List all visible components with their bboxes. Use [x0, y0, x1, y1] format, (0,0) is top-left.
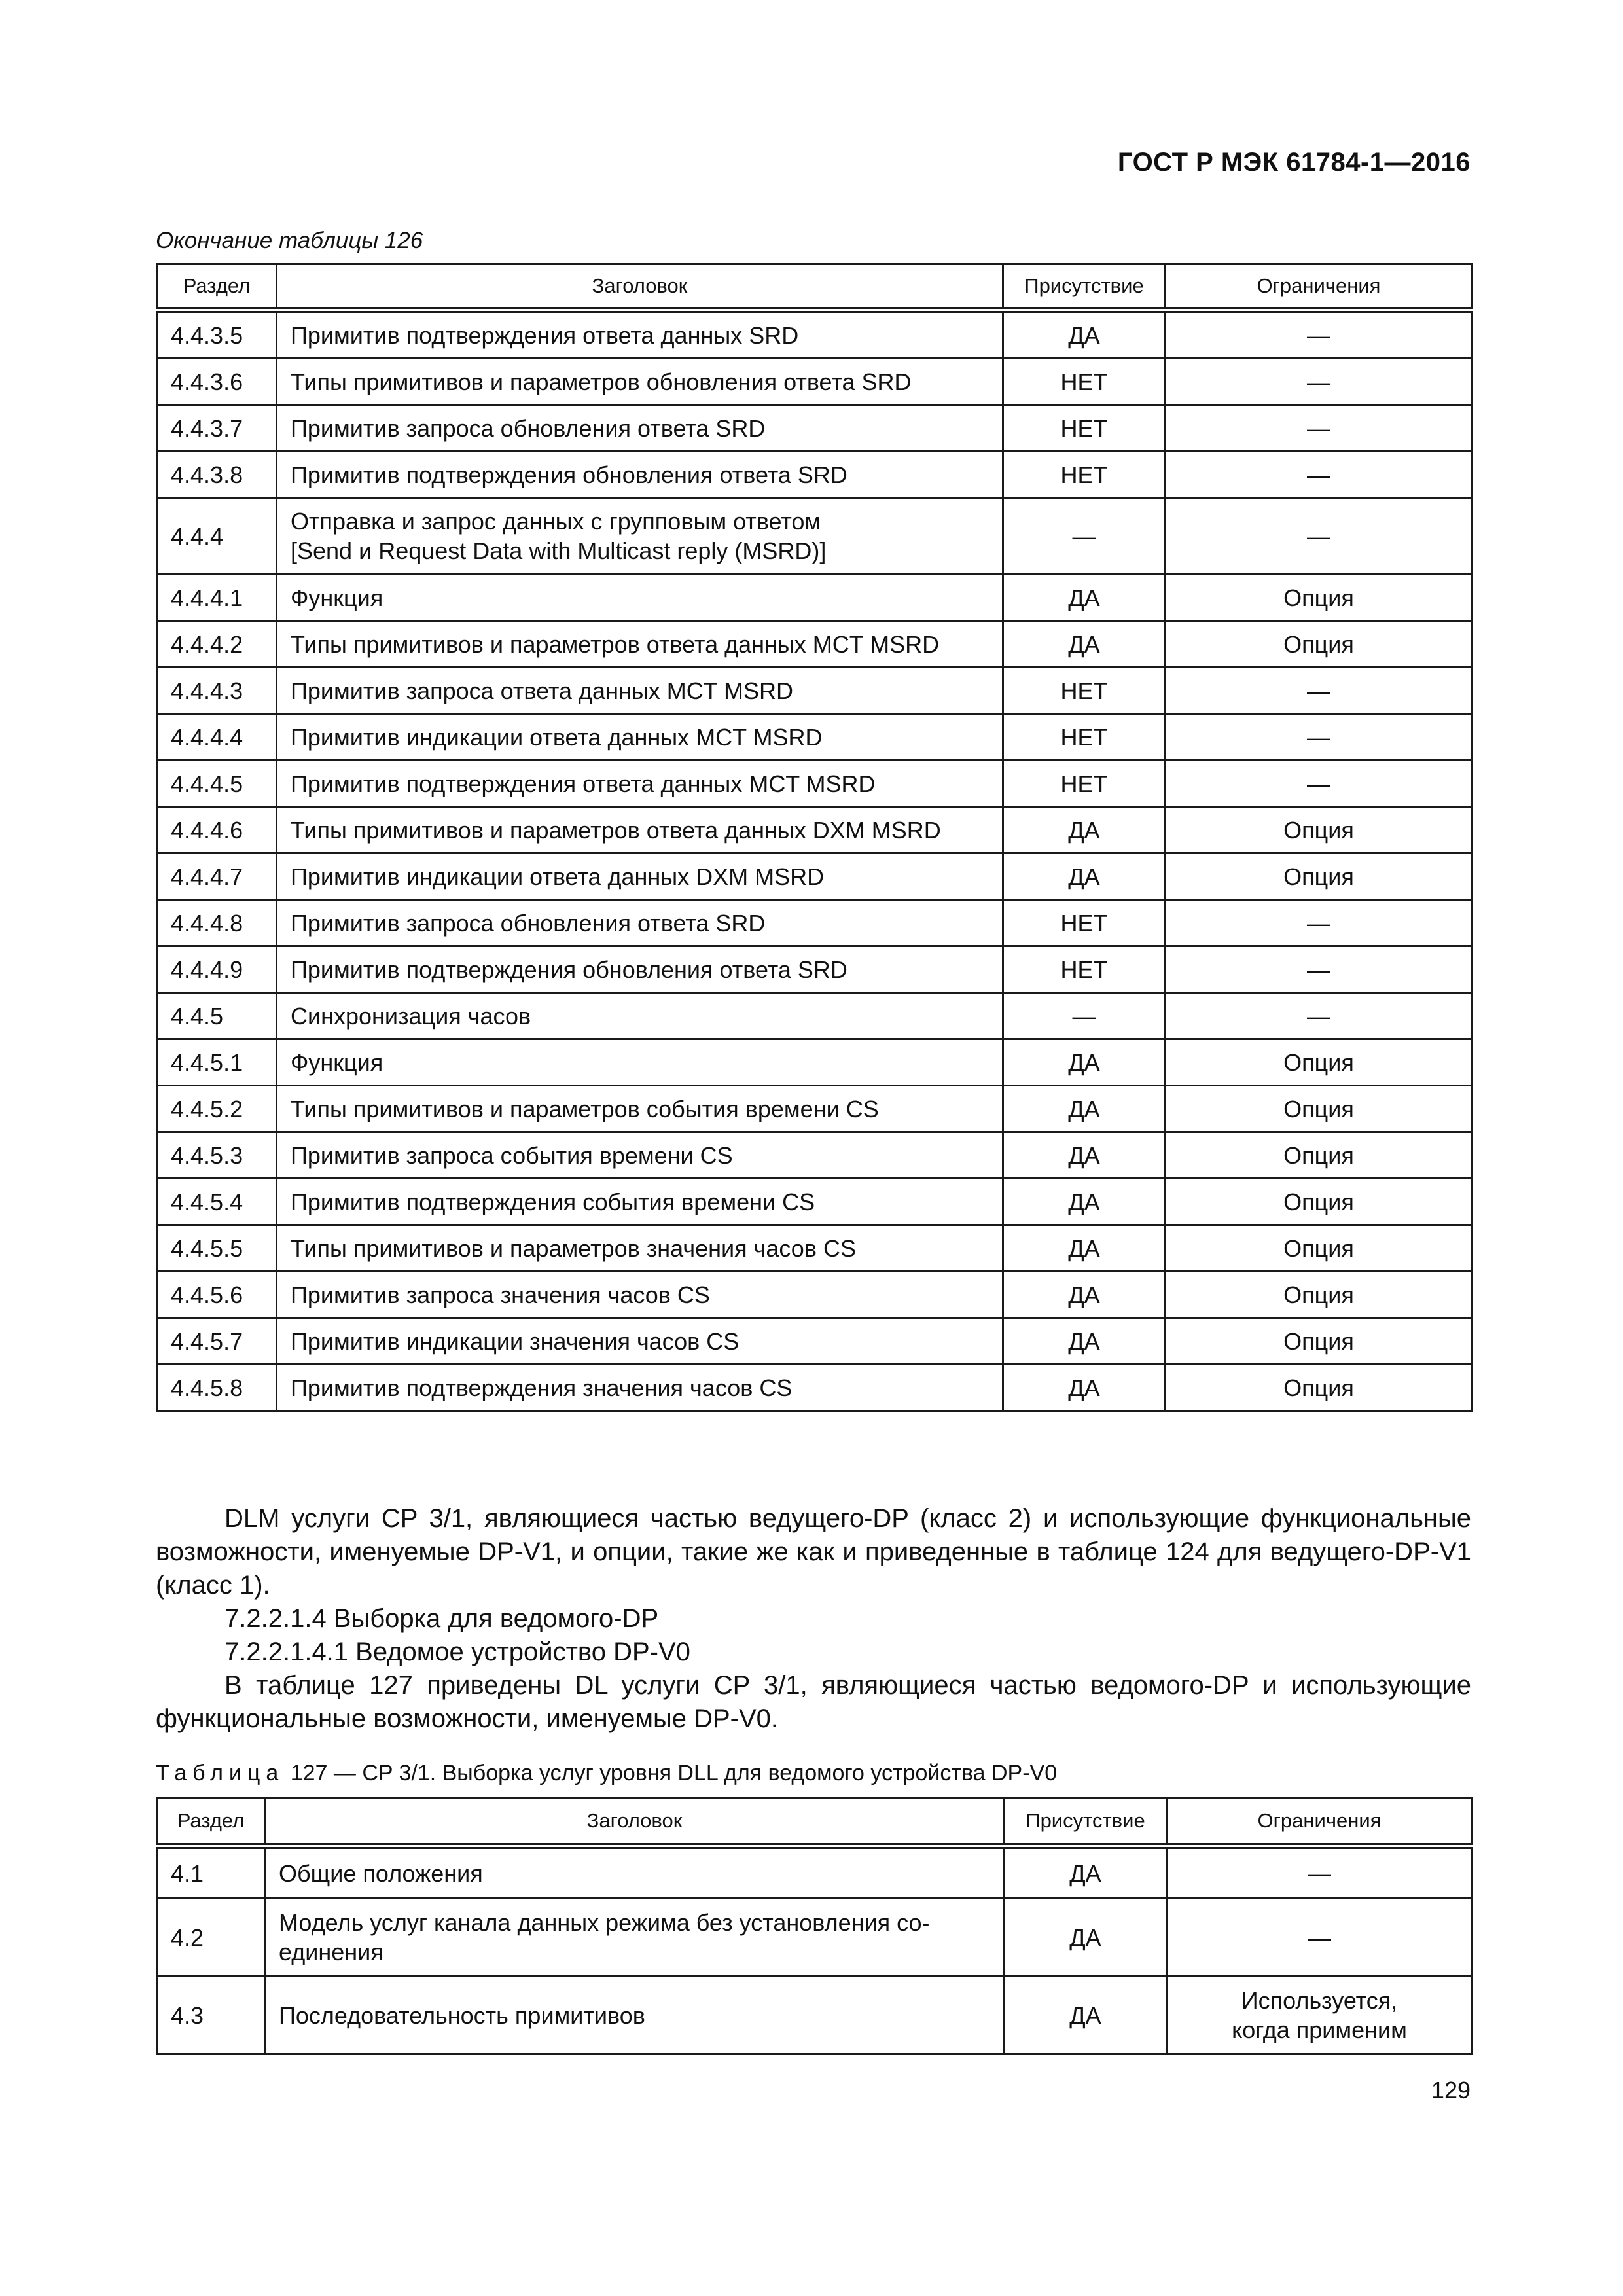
- table-row: [157, 452, 1472, 498]
- presence-value: ДА: [1068, 1141, 1100, 1169]
- cell-section: [157, 1977, 265, 2054]
- presence-value: НЕТ: [1060, 909, 1108, 937]
- cell-title: [277, 310, 1003, 359]
- row-title: Примитив подтверждения обновления ответа SRD: [291, 461, 847, 488]
- table-row: [157, 946, 1472, 993]
- cell-limits: [1166, 1039, 1472, 1086]
- limits-value: —: [1307, 677, 1330, 704]
- cell-section: [157, 1225, 277, 1272]
- section-number: 4.4.4.2: [171, 630, 243, 658]
- cell-presence: [1003, 900, 1166, 946]
- cell-title: [277, 1132, 1003, 1179]
- table-row: [157, 310, 1472, 359]
- section-number: 4.4.4.4: [171, 723, 243, 751]
- cell-presence: [1003, 1318, 1166, 1365]
- presence-value: ДА: [1068, 630, 1100, 658]
- presence-value: ДА: [1068, 1234, 1100, 1262]
- row-title: Модель услуг канала данных режима без установления со-: [279, 1909, 930, 1936]
- column-header-section: Раздел: [157, 264, 277, 310]
- presence-value: НЕТ: [1060, 956, 1108, 983]
- presence-value: ДА: [1068, 1374, 1100, 1401]
- limits-value: —: [1308, 1859, 1331, 1887]
- cell-limits: [1166, 1132, 1472, 1179]
- row-title: Типы примитивов и параметров события времени CS: [291, 1095, 879, 1122]
- section-number: 4.4.4.5: [171, 770, 243, 797]
- presence-value: ДА: [1068, 584, 1100, 611]
- table-row: [157, 714, 1472, 761]
- cell-title: [277, 1318, 1003, 1365]
- cell-presence: [1003, 310, 1166, 359]
- cell-title: [277, 993, 1003, 1039]
- table-row: [157, 993, 1472, 1039]
- limits-value: Опция: [1283, 1327, 1354, 1355]
- cell-section: [157, 761, 277, 807]
- cell-limits: [1166, 761, 1472, 807]
- row-title: Примитив запроса обновления ответа SRD: [291, 909, 766, 937]
- cell-section: [157, 405, 277, 452]
- cell-limits: [1166, 714, 1472, 761]
- cell-section: [157, 714, 277, 761]
- cell-title: [277, 1179, 1003, 1225]
- section-number: 4.4.4.1: [171, 584, 243, 611]
- presence-value: ДА: [1069, 1924, 1101, 1951]
- presence-value: ДА: [1068, 816, 1100, 844]
- presence-value: ДА: [1069, 1859, 1101, 1887]
- table-127: [156, 1797, 1473, 2055]
- row-title: Примитив подтверждения ответа данных SRD: [291, 321, 799, 349]
- cell-title: [265, 1846, 1005, 1899]
- cell-section: [157, 1365, 277, 1411]
- row-title: Примитив подтверждения ответа данных MCT MSRD: [291, 770, 876, 797]
- cell-presence: [1005, 1899, 1167, 1977]
- limits-value: —: [1307, 522, 1330, 550]
- cell-presence: [1003, 621, 1166, 668]
- row-title: Типы примитивов и параметров ответа данных DXM MSRD: [291, 816, 941, 844]
- section-heading: 7.2.2.1.4 Выборка для ведомого-DP: [224, 1604, 659, 1633]
- table-row: [157, 359, 1472, 405]
- cell-presence: [1003, 498, 1166, 575]
- cell-section: [157, 900, 277, 946]
- cell-presence: [1003, 853, 1166, 900]
- cell-limits: [1166, 1086, 1472, 1132]
- row-title: Примитив запроса обновления ответа SRD: [291, 414, 766, 442]
- page-number: 129: [1431, 2077, 1471, 2104]
- column-header-title: Заголовок: [265, 1798, 1005, 1846]
- limits-value: Опция: [1283, 1234, 1354, 1262]
- cell-title: [277, 668, 1003, 714]
- table-row: [157, 761, 1472, 807]
- section-subheading: 7.2.2.1.4.1 Ведомое устройство DP-V0: [224, 1638, 690, 1666]
- section-number: 4.1: [171, 1859, 204, 1887]
- cell-limits: [1166, 807, 1472, 853]
- table-127-caption: [156, 1761, 1057, 1786]
- cell-title: [277, 621, 1003, 668]
- cell-section: [157, 853, 277, 900]
- limits-value: Опция: [1283, 1141, 1354, 1169]
- section-number: 4.3: [171, 2001, 204, 2029]
- section-number: 4.4.3.5: [171, 321, 243, 349]
- section-number: 4.4.4: [171, 522, 224, 550]
- section-number: 4.4.5.7: [171, 1327, 243, 1355]
- presence-value: —: [1072, 1002, 1096, 1030]
- table-row: [157, 1977, 1472, 2054]
- table-row: [157, 668, 1472, 714]
- cell-presence: [1003, 359, 1166, 405]
- presence-value: ДА: [1068, 1049, 1100, 1076]
- cell-presence: [1003, 714, 1166, 761]
- cell-presence: [1003, 668, 1166, 714]
- cell-limits: [1166, 900, 1472, 946]
- cell-limits: [1166, 452, 1472, 498]
- row-title-line2: единения: [279, 1939, 383, 1965]
- table-row: [157, 1846, 1472, 1899]
- row-title: Примитив запроса значения часов CS: [291, 1281, 710, 1308]
- section-number: 4.4.5.1: [171, 1049, 243, 1076]
- cell-section: [157, 359, 277, 405]
- row-title: Синхронизация часов: [291, 1002, 531, 1030]
- limits-value: Опция: [1283, 863, 1354, 890]
- presence-value: ДА: [1069, 2001, 1101, 2029]
- cell-presence: [1003, 1086, 1166, 1132]
- limits-value: —: [1307, 321, 1330, 349]
- cell-limits: [1167, 1899, 1472, 1977]
- cell-presence: [1005, 1846, 1167, 1899]
- section-number: 4.4.5.5: [171, 1234, 243, 1262]
- cell-limits: [1166, 946, 1472, 993]
- paragraph: В таблице 127 приведены DL услуги CP 3/1, являющиеся частью ведомого-DP и использующие функциональные возможности, именуемые DP-V0.: [156, 1671, 1471, 1733]
- standard-header: ГОСТ Р МЭК 61784-1—2016: [1117, 148, 1471, 177]
- table-row: [157, 1318, 1472, 1365]
- table-row: [157, 1039, 1472, 1086]
- cell-section: [157, 1846, 265, 1899]
- caption-text: 127 — CP 3/1. Выборка услуг уровня DLL для ведомого устройства DP-V0: [284, 1761, 1058, 1785]
- cell-title: [277, 1365, 1003, 1411]
- cell-section: [157, 1039, 277, 1086]
- cell-presence: [1003, 761, 1166, 807]
- section-number: 4.4.3.7: [171, 414, 243, 442]
- cell-title: [277, 359, 1003, 405]
- limits-value-line2: когда применим: [1232, 2017, 1407, 2043]
- caption-word: Таблица: [156, 1761, 285, 1785]
- cell-title: [277, 1225, 1003, 1272]
- limits-value: —: [1307, 909, 1330, 937]
- cell-section: [157, 575, 277, 621]
- table-header-row: [157, 264, 1472, 310]
- cell-limits: [1166, 1318, 1472, 1365]
- cell-limits: [1167, 1977, 1472, 2054]
- cell-title: [277, 575, 1003, 621]
- cell-presence: [1003, 1039, 1166, 1086]
- row-title: Примитив запроса ответа данных MCT MSRD: [291, 677, 794, 704]
- cell-presence: [1003, 1365, 1166, 1411]
- table-row: [157, 807, 1472, 853]
- table-continuation-caption: Окончание таблицы 126: [156, 228, 423, 253]
- cell-presence: [1003, 575, 1166, 621]
- section-number: 4.4.5.4: [171, 1188, 243, 1215]
- row-title: Примитив индикации ответа данных MCT MSRD: [291, 723, 823, 751]
- limits-value: Опция: [1283, 584, 1354, 611]
- cell-section: [157, 1132, 277, 1179]
- cell-presence: [1003, 807, 1166, 853]
- section-number: 4.4.5.8: [171, 1374, 243, 1401]
- cell-title: [277, 1086, 1003, 1132]
- table-row: [157, 1179, 1472, 1225]
- cell-presence: [1003, 1132, 1166, 1179]
- cell-section: [157, 452, 277, 498]
- presence-value: ДА: [1068, 863, 1100, 890]
- section-number: 4.4.4.7: [171, 863, 243, 890]
- cell-title: [277, 1039, 1003, 1086]
- cell-title: [277, 452, 1003, 498]
- presence-value: ДА: [1068, 1327, 1100, 1355]
- cell-section: [157, 310, 277, 359]
- cell-title: [277, 946, 1003, 993]
- presence-value: НЕТ: [1060, 461, 1108, 488]
- table-row: [157, 1225, 1472, 1272]
- cell-limits: [1166, 405, 1472, 452]
- table-row: [157, 853, 1472, 900]
- cell-title: [277, 761, 1003, 807]
- cell-section: [157, 1318, 277, 1365]
- cell-limits: [1166, 359, 1472, 405]
- section-number: 4.4.3.6: [171, 368, 243, 395]
- row-title: Типы примитивов и параметров обновления ответа SRD: [291, 368, 912, 395]
- limits-value: —: [1307, 956, 1330, 983]
- limits-value: Опция: [1283, 1281, 1354, 1308]
- limits-value: —: [1307, 368, 1330, 395]
- row-title: Отправка и запрос данных с групповым ответом: [291, 508, 821, 535]
- presence-value: ДА: [1068, 1281, 1100, 1308]
- row-title: Последовательность примитивов: [279, 2001, 645, 2029]
- cell-presence: [1003, 993, 1166, 1039]
- cell-presence: [1003, 1272, 1166, 1318]
- cell-title: [277, 405, 1003, 452]
- section-number: 4.4.4.6: [171, 816, 243, 844]
- table-row: [157, 1365, 1472, 1411]
- cell-limits: [1166, 993, 1472, 1039]
- section-number: 4.4.4.9: [171, 956, 243, 983]
- limits-value: —: [1308, 1924, 1331, 1951]
- cell-presence: [1003, 1179, 1166, 1225]
- presence-value: НЕТ: [1060, 368, 1108, 395]
- column-header-presence: Присутствие: [1005, 1798, 1167, 1846]
- cell-section: [157, 1179, 277, 1225]
- presence-value: —: [1072, 522, 1096, 550]
- table-header-row: [157, 1798, 1472, 1846]
- section-number: 4.2: [171, 1924, 204, 1951]
- limits-value: —: [1307, 1002, 1330, 1030]
- presence-value: ДА: [1068, 1188, 1100, 1215]
- presence-value: НЕТ: [1060, 414, 1108, 442]
- table-row: [157, 498, 1472, 575]
- column-header-limits: Ограничения: [1166, 264, 1472, 310]
- paragraph: DLM услуги CP 3/1, являющиеся частью ведущего-DP (класс 2) и использующие функциональные возможности, именуемые DP-V1, и опции, такие же как и приведенные в таблице 124 для ведущего-DP-V1 (класс 1).: [156, 1504, 1471, 1600]
- row-title: Функция: [291, 1049, 383, 1076]
- cell-presence: [1003, 405, 1166, 452]
- presence-value: ДА: [1068, 321, 1100, 349]
- section-number: 4.4.5: [171, 1002, 224, 1030]
- cell-limits: [1166, 853, 1472, 900]
- cell-section: [157, 1899, 265, 1977]
- table-row: [157, 1132, 1472, 1179]
- section-number: 4.4.5.6: [171, 1281, 243, 1308]
- table-row: [157, 405, 1472, 452]
- cell-limits: [1166, 1365, 1472, 1411]
- cell-presence: [1005, 1977, 1167, 2054]
- cell-limits: [1167, 1846, 1472, 1899]
- table-row: [157, 1899, 1472, 1977]
- row-title: Функция: [291, 584, 383, 611]
- limits-value: Опция: [1283, 630, 1354, 658]
- section-number: 4.4.4.3: [171, 677, 243, 704]
- table-row: [157, 900, 1472, 946]
- presence-value: НЕТ: [1060, 723, 1108, 751]
- limits-value: Опция: [1283, 1188, 1354, 1215]
- limits-value: Опция: [1283, 1049, 1354, 1076]
- limits-value: —: [1307, 723, 1330, 751]
- cell-title: [277, 900, 1003, 946]
- cell-limits: [1166, 668, 1472, 714]
- section-number: 4.4.5.3: [171, 1141, 243, 1169]
- section-number: 4.4.4.8: [171, 909, 243, 937]
- cell-presence: [1003, 1225, 1166, 1272]
- cell-title: [277, 498, 1003, 575]
- cell-title: [277, 853, 1003, 900]
- row-title: Примитив запроса события времени CS: [291, 1141, 733, 1169]
- cell-title: [265, 1899, 1005, 1977]
- table-row: [157, 575, 1472, 621]
- cell-limits: [1166, 1179, 1472, 1225]
- column-header-title: Заголовок: [277, 264, 1003, 310]
- table-126-continuation: [156, 263, 1473, 1412]
- cell-limits: [1166, 1272, 1472, 1318]
- cell-title: [265, 1977, 1005, 2054]
- section-number: 4.4.5.2: [171, 1095, 243, 1122]
- column-header-limits: Ограничения: [1167, 1798, 1472, 1846]
- presence-value: НЕТ: [1060, 770, 1108, 797]
- presence-value: НЕТ: [1060, 677, 1108, 704]
- cell-presence: [1003, 452, 1166, 498]
- cell-section: [157, 498, 277, 575]
- row-title-line2: [Send и Request Data with Multicast reply (MSRD)]: [291, 537, 827, 564]
- table-row: [157, 1086, 1472, 1132]
- cell-limits: [1166, 1225, 1472, 1272]
- row-title: Примитив подтверждения обновления ответа SRD: [291, 956, 847, 983]
- cell-section: [157, 621, 277, 668]
- cell-limits: [1166, 575, 1472, 621]
- table-row: [157, 1272, 1472, 1318]
- body-text: [156, 1502, 1471, 1736]
- presence-value: ДА: [1068, 1095, 1100, 1122]
- row-title: Типы примитивов и параметров ответа данных MCT MSRD: [291, 630, 940, 658]
- limits-value: —: [1307, 461, 1330, 488]
- limits-value: Используется,: [1241, 1987, 1398, 2014]
- cell-section: [157, 946, 277, 993]
- cell-limits: [1166, 498, 1472, 575]
- limits-value: Опция: [1283, 816, 1354, 844]
- row-title: Примитив индикации значения часов CS: [291, 1327, 740, 1355]
- table-row: [157, 621, 1472, 668]
- row-title: Примитив индикации ответа данных DXM MSRD: [291, 863, 825, 890]
- limits-value: —: [1307, 414, 1330, 442]
- column-header-section: Раздел: [157, 1798, 265, 1846]
- cell-title: [277, 807, 1003, 853]
- cell-title: [277, 714, 1003, 761]
- row-title: Примитив подтверждения значения часов CS: [291, 1374, 793, 1401]
- limits-value: Опция: [1283, 1095, 1354, 1122]
- cell-limits: [1166, 310, 1472, 359]
- cell-title: [277, 1272, 1003, 1318]
- cell-section: [157, 668, 277, 714]
- column-header-presence: Присутствие: [1003, 264, 1166, 310]
- row-title: Общие положения: [279, 1859, 483, 1887]
- cell-presence: [1003, 946, 1166, 993]
- section-number: 4.4.3.8: [171, 461, 243, 488]
- cell-section: [157, 807, 277, 853]
- row-title: Типы примитивов и параметров значения часов CS: [291, 1234, 856, 1262]
- cell-section: [157, 1272, 277, 1318]
- row-title: Примитив подтверждения события времени CS: [291, 1188, 815, 1215]
- limits-value: —: [1307, 770, 1330, 797]
- cell-limits: [1166, 621, 1472, 668]
- cell-section: [157, 1086, 277, 1132]
- limits-value: Опция: [1283, 1374, 1354, 1401]
- cell-section: [157, 993, 277, 1039]
